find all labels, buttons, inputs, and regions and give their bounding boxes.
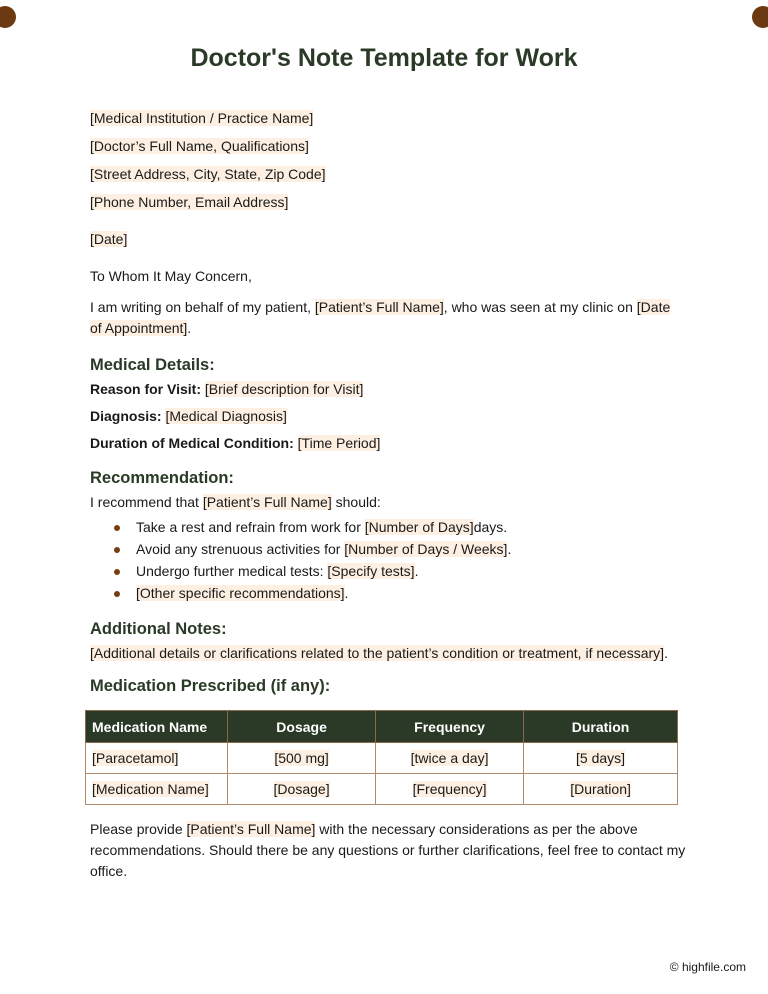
header-line-contact: [Phone Number, Email Address] [90, 194, 289, 210]
date-line: [Date] [90, 231, 128, 247]
closing-section [90, 819, 690, 882]
column-header-dosage: Dosage [228, 711, 376, 743]
recommendation-intro: I recommend that [Patient’s Full Name] should: [90, 494, 381, 510]
corner-decoration-left [0, 6, 16, 28]
diagnosis: Diagnosis: [Medical Diagnosis] [90, 408, 287, 424]
table-header-row [86, 711, 678, 743]
cell-medication-name: [Medication Name] [86, 774, 228, 805]
additional-notes-heading: Additional Notes: [90, 620, 227, 638]
footer-credit: © highfile.com [669, 960, 746, 974]
medication-heading: Medication Prescribed (if any): [90, 677, 331, 695]
recommendation-item: Undergo further medical tests: [Specify tests]. [90, 561, 690, 582]
corner-decoration-right [752, 6, 768, 28]
medical-details-heading: Medical Details: [90, 356, 215, 374]
cell-duration: [5 days] [524, 743, 678, 774]
recommendation-heading: Recommendation: [90, 469, 234, 487]
reason-for-visit: Reason for Visit: [Brief description for Visit] [90, 381, 364, 397]
table-row [86, 743, 678, 774]
column-header-medication-name: Medication Name [86, 711, 228, 743]
duration-of-condition: Duration of Medical Condition: [Time Period] [90, 435, 381, 451]
recommendation-item: [Other specific recommendations]. [90, 583, 690, 604]
column-header-frequency: Frequency [376, 711, 524, 743]
recommendation-list [90, 517, 690, 604]
table-row [86, 774, 678, 805]
header-line-doctor: [Doctor’s Full Name, Qualifications] [90, 138, 309, 154]
closing-paragraph: Please provide [Patient’s Full Name] with the necessary considerations as per the above recommendations. Should there be any questions or further clarifications, feel free to contact my office. [90, 821, 686, 879]
salutation: To Whom It May Concern, [90, 268, 252, 284]
header-line-institution: [Medical Institution / Practice Name] [90, 110, 314, 126]
header-line-address: [Street Address, City, State, Zip Code] [90, 166, 326, 182]
cell-frequency: [Frequency] [376, 774, 524, 805]
letter-body [90, 108, 690, 697]
cell-frequency: [twice a day] [376, 743, 524, 774]
cell-medication-name: [Paracetamol] [86, 743, 228, 774]
intro-paragraph: I am writing on behalf of my patient, [Patient’s Full Name], who was seen at my clinic on [Date of Appointment]. [90, 299, 671, 336]
recommendation-item: Take a rest and refrain from work for [Number of Days]days. [90, 517, 690, 538]
cell-duration: [Duration] [524, 774, 678, 805]
additional-notes-text: [Additional details or clarifications related to the patient’s condition or treatment, if necessary]. [90, 645, 668, 661]
page-title: Doctor's Note Template for Work [190, 44, 578, 72]
medication-table [85, 710, 678, 805]
recommendation-item: Avoid any strenuous activities for [Number of Days / Weeks]. [90, 539, 690, 560]
cell-dosage: [Dosage] [228, 774, 376, 805]
column-header-duration: Duration [524, 711, 678, 743]
cell-dosage: [500 mg] [228, 743, 376, 774]
